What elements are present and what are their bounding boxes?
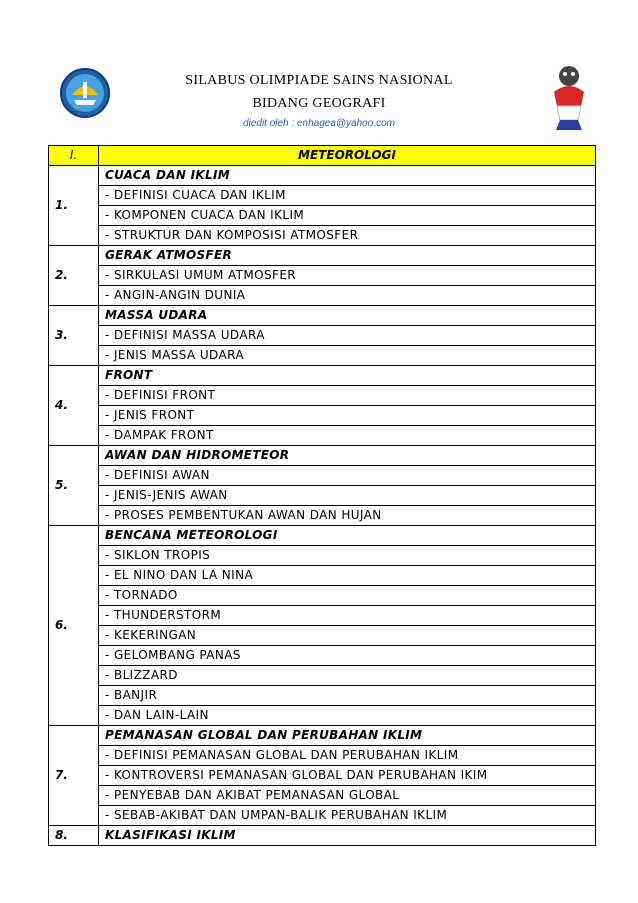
subtopic-row <box>49 466 596 486</box>
topic-row <box>49 246 596 266</box>
subtopic-row <box>49 286 596 306</box>
topic-title: MASSA UDARA <box>99 306 596 326</box>
subtopic-row <box>49 706 596 726</box>
subtopic-row <box>49 406 596 426</box>
topic-title: GERAK ATMOSFER <box>99 246 596 266</box>
subtopic-row <box>49 326 596 346</box>
topic-number: 5. <box>49 446 99 526</box>
topic-row <box>49 446 596 466</box>
subtopic-item: - TORNADO <box>99 586 596 606</box>
olympiad-mascot-logo-icon <box>548 62 590 132</box>
section-number: I. <box>49 146 99 166</box>
topic-number: 1. <box>49 166 99 246</box>
subtopic-item: - DEFINISI AWAN <box>99 466 596 486</box>
subtopic-row <box>49 346 596 366</box>
subtopic-item: - DAN LAIN-LAIN <box>99 706 596 726</box>
subtopic-row <box>49 686 596 706</box>
topic-row <box>49 306 596 326</box>
subtopic-row <box>49 486 596 506</box>
document-header <box>0 0 638 145</box>
topic-row <box>49 366 596 386</box>
document-subtitle: BIDANG GEOGRAFI <box>252 96 386 111</box>
subtopic-item: - PROSES PEMBENTUKAN AWAN DAN HUJAN <box>99 506 596 526</box>
subtopic-row <box>49 586 596 606</box>
topic-title: PEMANASAN GLOBAL DAN PERUBAHAN IKLIM <box>99 726 596 746</box>
topic-title: BENCANA METEOROLOGI <box>99 526 596 546</box>
syllabus-table <box>48 145 596 846</box>
subtopic-row <box>49 546 596 566</box>
topic-number: 4. <box>49 366 99 446</box>
subtopic-item: - SIKLON TROPIS <box>99 546 596 566</box>
topic-row <box>49 166 596 186</box>
topic-number: 3. <box>49 306 99 366</box>
subtopic-item: - DAMPAK FRONT <box>99 426 596 446</box>
editor-credit: diedit oleh : enhagea@yahoo.com <box>243 118 395 129</box>
subtopic-row <box>49 386 596 406</box>
subtopic-item: - PENYEBAB DAN AKIBAT PEMANASAN GLOBAL <box>99 786 596 806</box>
subtopic-row <box>49 266 596 286</box>
topic-title: CUACA DAN IKLIM <box>99 166 596 186</box>
subtopic-item: - BLIZZARD <box>99 666 596 686</box>
subtopic-item: - SEBAB-AKIBAT DAN UMPAN-BALIK PERUBAHAN IKLIM <box>99 806 596 826</box>
subtopic-item: - JENIS MASSA UDARA <box>99 346 596 366</box>
subtopic-row <box>49 566 596 586</box>
topic-row <box>49 826 596 846</box>
topic-title: KLASIFIKASI IKLIM <box>99 826 596 846</box>
section-header-row <box>49 146 596 166</box>
subtopic-row <box>49 626 596 646</box>
subtopic-row <box>49 226 596 246</box>
topic-number: 2. <box>49 246 99 306</box>
subtopic-item: - BANJIR <box>99 686 596 706</box>
document-title: SILABUS OLIMPIADE SAINS NASIONAL <box>185 73 453 88</box>
topic-title: AWAN DAN HIDROMETEOR <box>99 446 596 466</box>
subtopic-row <box>49 206 596 226</box>
subtopic-row <box>49 606 596 626</box>
section-title: METEOROLOGI <box>99 146 596 166</box>
subtopic-row <box>49 806 596 826</box>
subtopic-row <box>49 426 596 446</box>
subtopic-row <box>49 786 596 806</box>
subtopic-row <box>49 646 596 666</box>
topic-row <box>49 526 596 546</box>
subtopic-item: - DEFINISI MASSA UDARA <box>99 326 596 346</box>
subtopic-item: - KOMPONEN CUACA DAN IKLIM <box>99 206 596 226</box>
subtopic-row <box>49 506 596 526</box>
subtopic-item: - DEFINISI FRONT <box>99 386 596 406</box>
topic-row <box>49 726 596 746</box>
topic-number: 6. <box>49 526 99 726</box>
subtopic-item: - ANGIN-ANGIN DUNIA <box>99 286 596 306</box>
subtopic-item: - STRUKTUR DAN KOMPOSISI ATMOSFER <box>99 226 596 246</box>
subtopic-row <box>49 746 596 766</box>
topic-number: 8. <box>49 826 99 846</box>
subtopic-item: - JENIS FRONT <box>99 406 596 426</box>
subtopic-item: - GELOMBANG PANAS <box>99 646 596 666</box>
subtopic-row <box>49 666 596 686</box>
subtopic-item: - JENIS-JENIS AWAN <box>99 486 596 506</box>
subtopic-item: - KONTROVERSI PEMANASAN GLOBAL DAN PERUBAHAN IKIM <box>99 766 596 786</box>
subtopic-item: - KEKERINGAN <box>99 626 596 646</box>
subtopic-item: - DEFINISI CUACA DAN IKLIM <box>99 186 596 206</box>
subtopic-item: - THUNDERSTORM <box>99 606 596 626</box>
subtopic-item: - EL NINO DAN LA NINA <box>99 566 596 586</box>
subtopic-item: - DEFINISI PEMANASAN GLOBAL DAN PERUBAHAN IKLIM <box>99 746 596 766</box>
topic-number: 7. <box>49 726 99 826</box>
subtopic-row <box>49 766 596 786</box>
topic-title: FRONT <box>99 366 596 386</box>
subtopic-item: - SIRKULASI UMUM ATMOSFER <box>99 266 596 286</box>
subtopic-row <box>49 186 596 206</box>
